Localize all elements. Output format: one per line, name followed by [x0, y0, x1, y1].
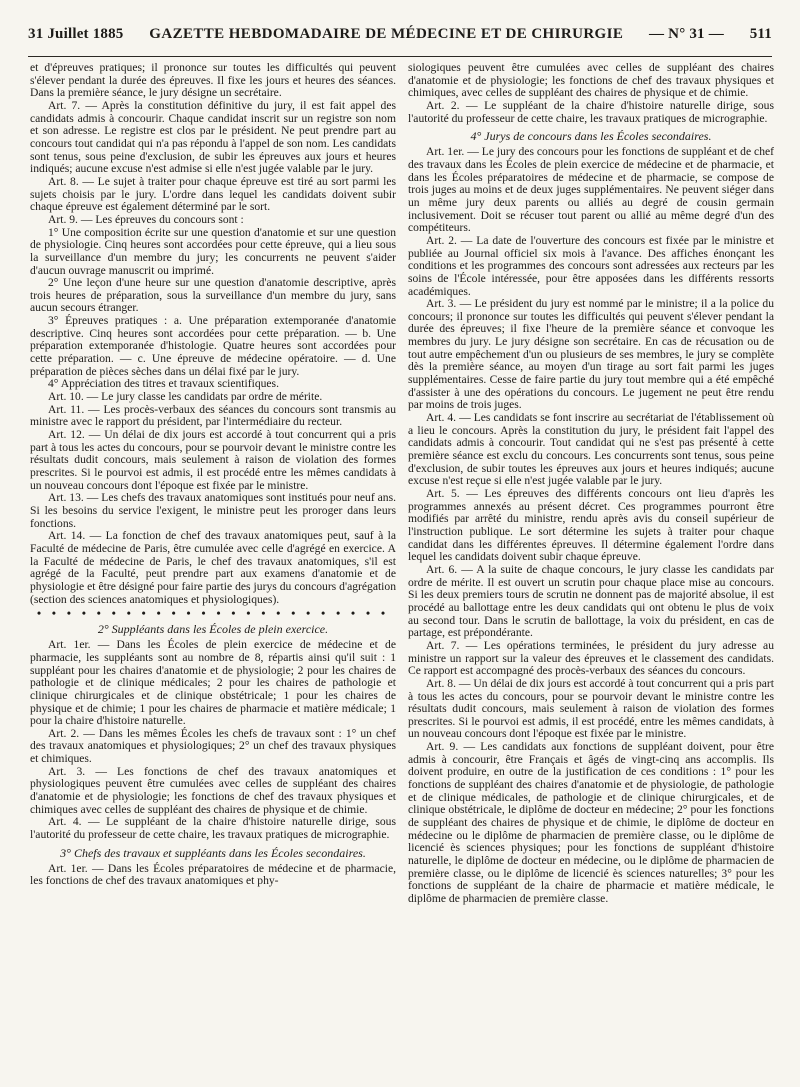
- header-date: 31 Juillet 1885: [28, 26, 124, 42]
- paragraph: et d'épreuves pratiques; il prononce sur toutes les difficultés qui peuvent s'élever pendant la durée des épreuves. Il fixe les jours et heures des séances. Dans la première séance, le jury désigne un secrétaire.: [30, 61, 396, 100]
- journal-title: GAZETTE HEBDOMADAIRE DE MÉDECINE ET DE CHIRURGIE: [149, 26, 624, 42]
- page-header: [28, 26, 772, 52]
- section-heading: 2° Suppléants dans les Écoles de plein exercice.: [97, 622, 329, 637]
- section-heading: 4° Jurys de concours dans les Écoles secondaires.: [470, 129, 712, 144]
- paragraph: 3° Épreuves pratiques : a. Une préparation extemporanée d'anatomie descriptive. Cinq heures sont accordées pour cette préparation. — b. Une préparation extemporanée d'histologie. Quatre heures sont accordées pour cette préparation. — c. Une épreuve de médecine opératoire. — d. Une préparation de pièces sèches dans un délai fixé par le jury.: [30, 314, 396, 378]
- paragraph: Art. 7. — Après la constitution définitive du jury, il est fait appel des candidats admis à concourir. Chaque candidat inscrit sur un registre son nom et son adresse. Le registre est clos par le président. Ne peut prendre part au concours tout candidat qui n'a pas répondu à l'appel de son nom. Les candidats sont tenus, sous peine d'exclusion, de subir les épreuves aux jours et heures indiqués; aucune excuse n'est admise si elle n'est jugée valable par le jury.: [30, 98, 396, 176]
- section-separator: • • • • • • • • • • • • • • • • • • • • • • • •: [36, 610, 390, 619]
- issue-number: — N° 31 —: [649, 26, 724, 42]
- paragraph: Art. 6. — A la suite de chaque concours, le jury classe les candidats par ordre de mérite. Il est ouvert un scrutin pour chaque place mise au concours. Si les deux premiers tours de scrutin ne donnent pas de majorité absolue, il est procédé au ballottage entre les deux candidats qui ont obtenu le plus de voix au second tour. Dans le scrutin de ballottage, la voix du président, en cas de partage, est prépondérante.: [408, 562, 774, 640]
- paragraph: Art. 1er. — Dans les Écoles préparatoires de médecine et de pharmacie, les fonctions de chef des travaux anatomiques et phy-: [30, 861, 396, 888]
- paragraph: Art. 2. — La date de l'ouverture des concours est fixée par le ministre et publiée au Journal officiel six mois à l'avance. Des affiches énonçant les conditions et les programmes des concours sont adressées aux recteurs par les soins de l'École intéressée, pour être apposées dans les différents ressorts académiques.: [408, 233, 774, 298]
- paragraph: Art. 2. — Dans les mêmes Écoles les chefs de travaux sont : 1° un chef des travaux anatomiques et physiologiques; 2° un chef des travaux physiques et chimiques.: [30, 726, 396, 766]
- paragraph: Art. 13. — Les chefs des travaux anatomiques sont institués pour neuf ans. Si les besoins du service l'exigent, le ministre peut les proroger dans leurs fonctions.: [30, 491, 396, 530]
- paragraph: siologiques peuvent être cumulées avec celles de suppléant des chaires d'anatomie et de physiologie; les fonctions de chef des travaux physiques et chimiques, avec celles de suppléant des chaires de physique et de chimie.: [408, 61, 774, 100]
- paragraph: Art. 10. — Le jury classe les candidats par ordre de mérite.: [48, 390, 323, 404]
- left-column: [30, 62, 396, 888]
- paragraph: 4° Appréciation des titres et travaux scientifiques.: [48, 377, 279, 391]
- paragraph: Art. 4. — Les candidats se font inscrire au secrétariat de l'établissement où a lieu le concours. Après la constitution du jury, le président fait l'appel des candidats admis à concourir. Tout candidat qui ne s'est pas présenté à cette première séance est exclu du concours. Les concurrents sont tenus, sous peine d'exclusion, de subir toutes les épreuves aux jours et heures indiqués; aucune excuse n'est reçue si elle n'est jugée valable par le jury.: [408, 411, 774, 488]
- paragraph: Art. 3. — Le président du jury est nommé par le ministre; il a la police du concours; il prononce sur toutes les difficultés qui peuvent s'élever pendant la durée des épreuves; il fixe l'heure de la première séance et convoque les membres du jury. Le jury désigne son secrétaire. En cas de récusation ou de tout autre empêchement d'un ou plusieurs de ses membres, le jury se complète dès la première séance, au moyen d'un tirage au sort fait parmi les juges supplémentaires. Cesse de faire partie du jury tout membre qui a été empêché d'assister à une des opérations du concours. Le jugement ne peut être rendu par moins de trois juges.: [408, 297, 774, 412]
- paragraph: 1° Une composition écrite sur une question d'anatomie et sur une question de physiologie. Cinq heures sont accordées pour cette épreuve, qui a lieu sous la surveillance d'un membre du jury; les concurrents ne peuvent s'aider d'aucun ouvrage manuscrit ou imprimé.: [30, 225, 396, 277]
- right-column: [408, 62, 774, 906]
- paragraph: Art. 12. — Un délai de dix jours est accordé à tout concurrent qui a pris part à tous les actes du concours, pour se pourvoir devant le ministre contre les résultats dudit concours, mais seulement à raison de violation des formes prescrites. Si le pourvoi est admis, il est procédé entre les mêmes candidats à un nouveau concours dont l'époque est fixée par le ministre.: [30, 428, 396, 492]
- paragraph: Art. 4. — Le suppléant de la chaire d'histoire naturelle dirige, sous l'autorité du professeur de cette chaire, les travaux pratiques de micrographie.: [30, 815, 396, 842]
- paragraph: Art. 9. — Les épreuves du concours sont :: [48, 212, 244, 226]
- paragraph: Art. 7. — Les opérations terminées, le président du jury adresse au ministre un rapport sur la valeur des épreuves et le classement des candidats. Ce rapport est accompagné des procès-verbaux des séances du concours.: [408, 638, 774, 678]
- paragraph: Art. 3. — Les fonctions de chef des travaux anatomiques et physiologiques peuvent être cumulées avec celles de suppléant des chaires d'anatomie et de physiologie; les fonctions de chef des travaux physiques et chimiques avec celles de suppléant des chaires de physique et de chimie.: [30, 764, 396, 816]
- page-number: 511: [749, 26, 772, 42]
- paragraph: Art. 1er. — Dans les Écoles de plein exercice de médecine et de pharmacie, les suppléants sont au nombre de 8, répartis ainsi qu'il suit : 1 suppléant pour les chaires d'anatomie et de physiologie; 2 pour les chaires de pathologie et de clinique médicales; 2 pour les chaires de pathologie et clinique chirurgicales et de clinique obstétricale; 1 pour les chaires de physique et de chimie; 1 pour les chaires de pharmacie et matière médicale; 1 pour la chaire d'histoire naturelle.: [30, 638, 396, 728]
- paragraph: Art. 9. — Les candidats aux fonctions de suppléant doivent, pour être admis à concourir, être Français et âgés de vingt-cinq ans accomplis. Ils doivent produire, en outre de la justification de ces conditions : 1° pour les fonctions de suppléant des chaires d'anatomie et de physiologie, de pathologie et de clinique médicales, de pathologie et de clinique chirurgicales, et de clinique obstétricale, le diplôme de docteur en médecine; 2° pour les fonctions de suppléant des chaires de physique et de chimie, le diplôme de docteur en médecine ou le diplôme de pharmacien de première classe, ou le diplôme de licencié ès sciences physiques; pour les fonctions de suppléant d'histoire naturelle, le diplôme de docteur en médecine, ou le diplôme de pharmacien de première classe, ou le diplôme de licencié ès sciences naturelles; 3° pour les fonctions de suppléant de la chaire de pharmacie et matière médicale, le diplôme de pharmacien de première classe.: [408, 740, 774, 905]
- paragraph: Art. 11. — Les procès-verbaux des séances du concours sont transmis au ministre avec le rapport du président, par l'intermédiaire du recteur.: [30, 402, 396, 429]
- paragraph: Art. 5. — Les épreuves des différents concours ont lieu d'après les programmes annexés au présent décret. Ces programmes pourront être modifiés par arrêté du ministre, rendu après avis du conseil supérieur de l'instruction publique. Le sort détermine les sujets à traiter pour chaque candidat dans les différentes épreuves. Il détermine également l'ordre dans lequel les candidats doivent subir chaque épreuve.: [408, 487, 774, 564]
- paragraph: Art. 1er. — Le jury des concours pour les fonctions de suppléant et de chef des travaux dans les Écoles de plein exercice de médecine et de pharmacie, et dans les Écoles préparatoires de médecine et de pharmacie, se compose de trois juges au moins et de deux juges supplémentaires. Ne peuvent siéger dans un même jury deux parents ou alliés au degré de cousin germain inclusivement. Doit se récuser tout parent ou allié au même degré d'un des compétiteurs.: [408, 145, 774, 235]
- paragraph: Art. 2. — Le suppléant de la chaire d'histoire naturelle dirige, sous l'autorité du professeur de cette chaire, les travaux pratiques de micrographie.: [408, 98, 774, 125]
- paragraph: 2° Une leçon d'une heure sur une question d'anatomie descriptive, après trois heures de préparation, sous la surveillance d'un membre du jury, sans aucun secours étranger.: [30, 276, 396, 315]
- paragraph: Art. 8. — Un délai de dix jours est accordé à tout concurrent qui a pris part à tous les actes du concours, pour se pourvoir devant le ministre contre les résultats dudit concours, mais seulement à raison de violation des formes prescrites. Si le pourvoi est admis, il est procédé, entre les mêmes candidats, à un nouveau concours dont l'époque est fixée par le ministre.: [408, 676, 774, 741]
- paragraph: Art. 14. — La fonction de chef des travaux anatomiques peut, sauf à la Faculté de médecine de Paris, être cumulée avec celle d'agrégé en exercice. A la Faculté de médecine de Paris, le chef des travaux anatomiques, s'il est agrégé de la Faculté, peut prendre part aux examens d'anatomie et de physiologie et être désigné pour faire partie des jurys du concours d'agrégation (section des sciences anatomiques et physiologiques).: [30, 529, 396, 606]
- section-heading: 3° Chefs des travaux et suppléants dans les Écoles secondaires.: [60, 845, 366, 860]
- paragraph: Art. 8. — Le sujet à traiter pour chaque épreuve est tiré au sort parmi les sujets choisis par le jury. L'ordre dans lequel les candidats doivent subir chaque épreuve est également déterminé par le sort.: [30, 174, 396, 214]
- header-rule: [28, 56, 772, 57]
